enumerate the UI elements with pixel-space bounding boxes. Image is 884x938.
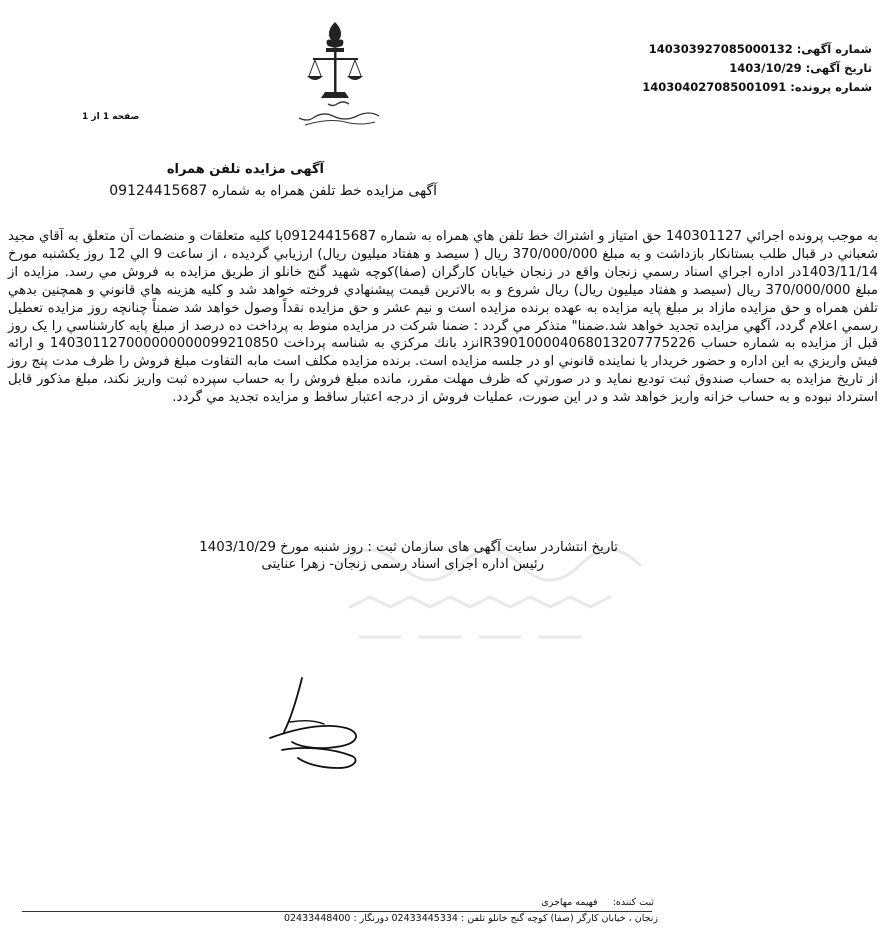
publish-date-line: تاریخ انتشاردر سایت آگهی های سازمان ثبت : روز شنبه مورخ 1403/10/29 xyxy=(199,540,618,555)
registrar-name: فهیمه مهاجری xyxy=(541,897,598,908)
ad-number: 140303927085000132 xyxy=(648,42,793,56)
ad-number-row xyxy=(452,40,872,59)
judiciary-emblem-icon xyxy=(283,18,398,128)
document-title: آگهی مزایده تلفن همراه xyxy=(166,162,324,177)
file-number: 140304027085001091 xyxy=(642,80,787,94)
file-number-row xyxy=(452,78,872,97)
document-subtitle: آگهی مزایده خط تلفن همراه به شماره 09124415687 xyxy=(109,183,437,199)
signer-line: رئیس اداره اجرای اسناد رسمی زنجان- زهرا عنایتی xyxy=(261,557,544,572)
registrar-info xyxy=(541,897,654,908)
ad-metadata xyxy=(452,40,872,97)
signature-image xyxy=(262,672,372,776)
footer-address: زنجان ، خیابان کارگر (صفا) کوچه گنج خانلو تلفن : 02433445334 دورنگار : 02433448400 xyxy=(283,913,658,924)
ad-number-label: شماره آگهی: xyxy=(796,42,872,56)
footer-divider xyxy=(22,911,652,912)
registrar-label: ثبت کننده: xyxy=(612,897,654,908)
page-number: صفحه 1 از 1 xyxy=(82,112,140,122)
auction-body-text: به موجب پرونده اجرائي 140301127 حق امتياز و اشتراك خط تلفن هاي همراه به شماره 09124415687با كليه متعلقات و منضمات آن متعلق به آقاي مجيد شعباني در قبال طلب بستانكار بازداشت و به مبلغ 370/000/000 ريال ( سيصد و هفتاد ميليون ريال) ارزيابي گرديده ، از ساعت 9 الي 12 روز يكشنبه مورخ 1403/11/14در اداره اجراي اسناد رسمي زنجان واقع در زنجان خيابان كارگران (صفا)كوچه شهيد گنج خانلو از طريق مزايده به فروش مي رسد. مزايده از مبلغ 370/000/000 ريال (سيصد و هفتاد ميليون ريال) ريال شروع و به بالاترين قيمت پيشنهادي فروخته خواهد شد و كليه هزينه هاي قانوني و همچنين بدهي تلفن همراه و حق مزايده مازاد بر مبلغ پايه مزايده به عهده برنده مزايده است و نيم عشر و حق مزايده نقداً وصول خواهد شد ضمناً چنانچه روز مزايده تعطيل رسمي اعلام گردد، آگهي مزايده تجديد خواهد شد.ضمنا" متذكر مي گردد : ضمنا شركت در مزايده منوط به پرداخت ده درصد از مبلغ پايه كارشناسي را يک روز قبل از مزايده به شماره حساب IR390100004068013207775226نزد بانك مركزي به شناسه پرداخت 140301127000000000099210850 و ارائه فيش واريزي به اين اداره و حضور خريدار يا نماينده قانوني او در جلسه مزايده است. برنده مزايده مكلف است مابه التفاوت مبلغ فروش را ظرف مدت پنج روز از تاريخ مزايده به حساب صندوق ثبت توديع نمايد و در صورتي كه ظرف مهلت مقرر، مانده مبلغ فروش را به حساب سپرده ثبت واريز نكند، مبلغ مذكور قابل استرداد نبوده و به حساب خزانه واريز خواهد شد و در اين صورت، عمليات فروش از درجه اعتبار ساقط و مزايده تجديد مي گردد. xyxy=(8,229,879,406)
file-number-label: شماره پرونده: xyxy=(790,80,872,94)
ad-date: 1403/10/29 xyxy=(729,61,802,75)
ad-date-label: تاریخ آگهی: xyxy=(805,61,872,75)
ad-date-row xyxy=(452,59,872,78)
